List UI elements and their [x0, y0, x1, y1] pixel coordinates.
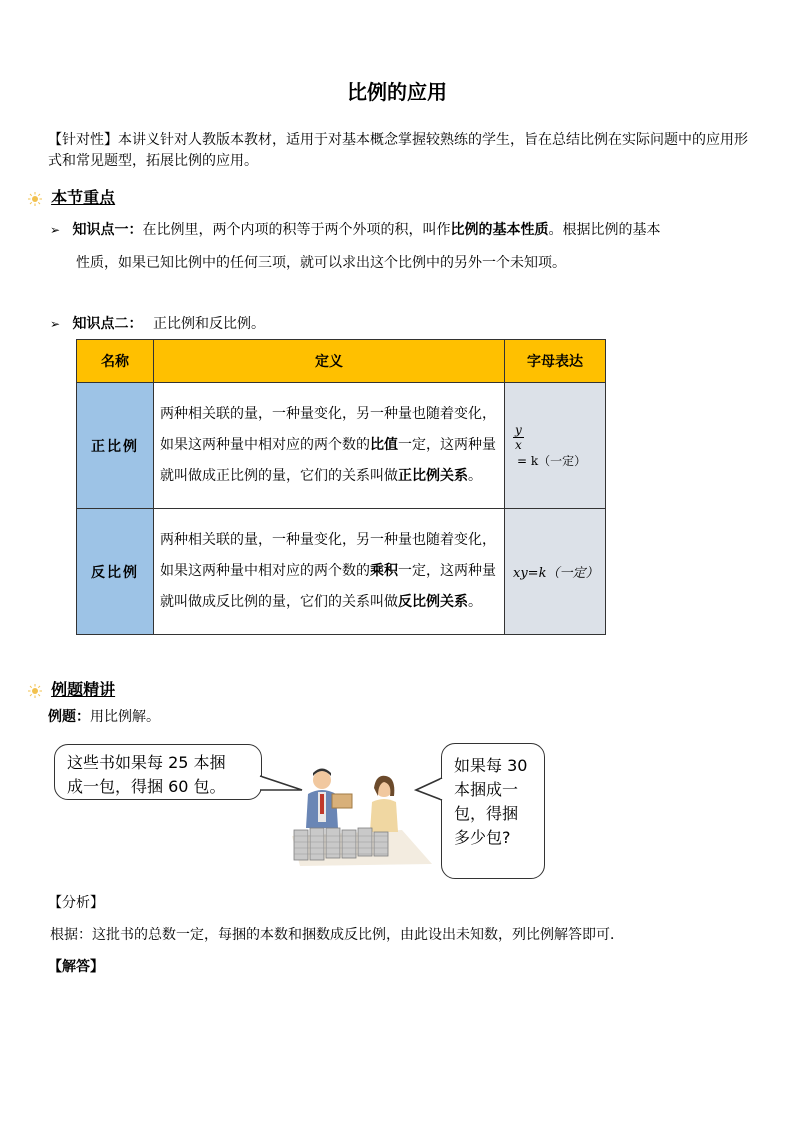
row-name-inverse: 反比例	[77, 509, 154, 635]
table-header-row	[77, 340, 606, 383]
row-name-direct: 正比例	[77, 383, 154, 509]
kp2-label: 知识点二：	[72, 316, 143, 332]
def-text: 一定，这两种量就叫做成正比例的量，它们的关系叫做	[160, 437, 496, 484]
kp2-text: 正比例和反比例。	[152, 316, 265, 332]
kp1-text-c: 性质，如果已知比例中的任何三项，就可以求出这个比例中的另外一个未知项。	[76, 255, 566, 271]
intro-label: 【针对性】	[48, 132, 118, 148]
row-expression-inverse	[505, 509, 606, 635]
bubble-right-line: 如果每 30	[454, 756, 528, 775]
fraction-y-over-x	[513, 423, 524, 452]
section-heading-text: 本节重点	[51, 188, 116, 207]
bubble-right-line: 本捆成一	[454, 780, 519, 799]
bubble-left-line: 成一包，得捆 60 包。	[67, 777, 226, 796]
fraction-denominator: x	[515, 437, 522, 452]
sun-icon	[28, 192, 42, 206]
bubble-tail-right	[414, 774, 444, 804]
header-definition: 定义	[154, 340, 505, 383]
kp1-label: 知识点一：	[72, 222, 143, 238]
bubble-right-line: 包，得捆	[454, 804, 519, 823]
def-text: 两种相关联的量，一种量变化，另一种量也随着变化，如果这两种量中相对应的两个数的	[160, 532, 496, 579]
bubble-left-line: 这些书如果每 25 本捆	[67, 753, 226, 772]
example-label: 例题：	[48, 709, 90, 725]
intro-text: 本讲义针对人教版本教材，适用于对基本概念掌握较熟练的学生，旨在总结比例在实际问题中的应用形式和常见题型，拓展比例的应用。	[48, 132, 748, 169]
fraction-numerator: y	[515, 422, 522, 437]
arrow-bullet-icon: ➢	[50, 223, 61, 237]
analysis-text: 根据：这批书的总数一定，每捆的本数和捆数成反比例，由此设出未知数，列比例解答即可．	[50, 927, 624, 943]
sun-icon	[28, 684, 42, 698]
section-heading-text: 例题精讲	[51, 680, 116, 699]
speech-bubble-left	[54, 744, 262, 800]
page-title: 比例的应用	[347, 80, 447, 104]
speech-bubble-right	[441, 743, 545, 879]
section-heading-examples	[28, 677, 115, 700]
table-row	[77, 509, 606, 635]
knowledge-point-1	[50, 220, 750, 274]
section-heading-key-points	[28, 185, 115, 208]
answer-label: 【解答】	[48, 959, 104, 975]
knowledge-point-2	[50, 314, 265, 335]
bubble-right-line: 多少包?	[454, 828, 511, 847]
def-text: 。	[468, 468, 482, 484]
def-bold: 反比例关系	[398, 594, 468, 610]
def-text: 。	[468, 594, 482, 610]
kp1-text-b: 。根据比例的基本	[548, 222, 661, 238]
def-bold: 比值	[370, 437, 398, 453]
arrow-bullet-icon: ➢	[50, 317, 61, 331]
def-bold: 乘积	[370, 563, 398, 579]
kp1-text-a: 在比例里，两个内项的积等于两个外项的积，叫作	[142, 222, 451, 238]
table-row	[77, 383, 606, 509]
header-expression: 字母表达	[505, 340, 606, 383]
header-name: 名称	[77, 340, 154, 383]
proportion-table	[76, 339, 606, 635]
expression-rest: = k（一定）	[517, 453, 587, 468]
def-text: 两种相关联的量，一种量变化，另一种量也随着变化，如果这两种量中相对应的两个数的	[160, 406, 496, 453]
kp1-bold: 比例的基本性质	[450, 222, 549, 238]
row-expression-direct	[505, 383, 606, 509]
row-definition-inverse	[154, 509, 505, 635]
analysis-label: 【分析】	[48, 895, 104, 911]
example-line	[48, 707, 160, 728]
example-text: 用比例解。	[90, 709, 160, 725]
intro-paragraph	[48, 130, 748, 172]
expression-text: xy=k（一定）	[513, 566, 599, 581]
def-text: 一定，这两种量就叫做成反比例的量，它们的关系叫做	[160, 563, 496, 610]
def-bold: 正比例关系	[398, 468, 468, 484]
row-definition-direct	[154, 383, 505, 509]
